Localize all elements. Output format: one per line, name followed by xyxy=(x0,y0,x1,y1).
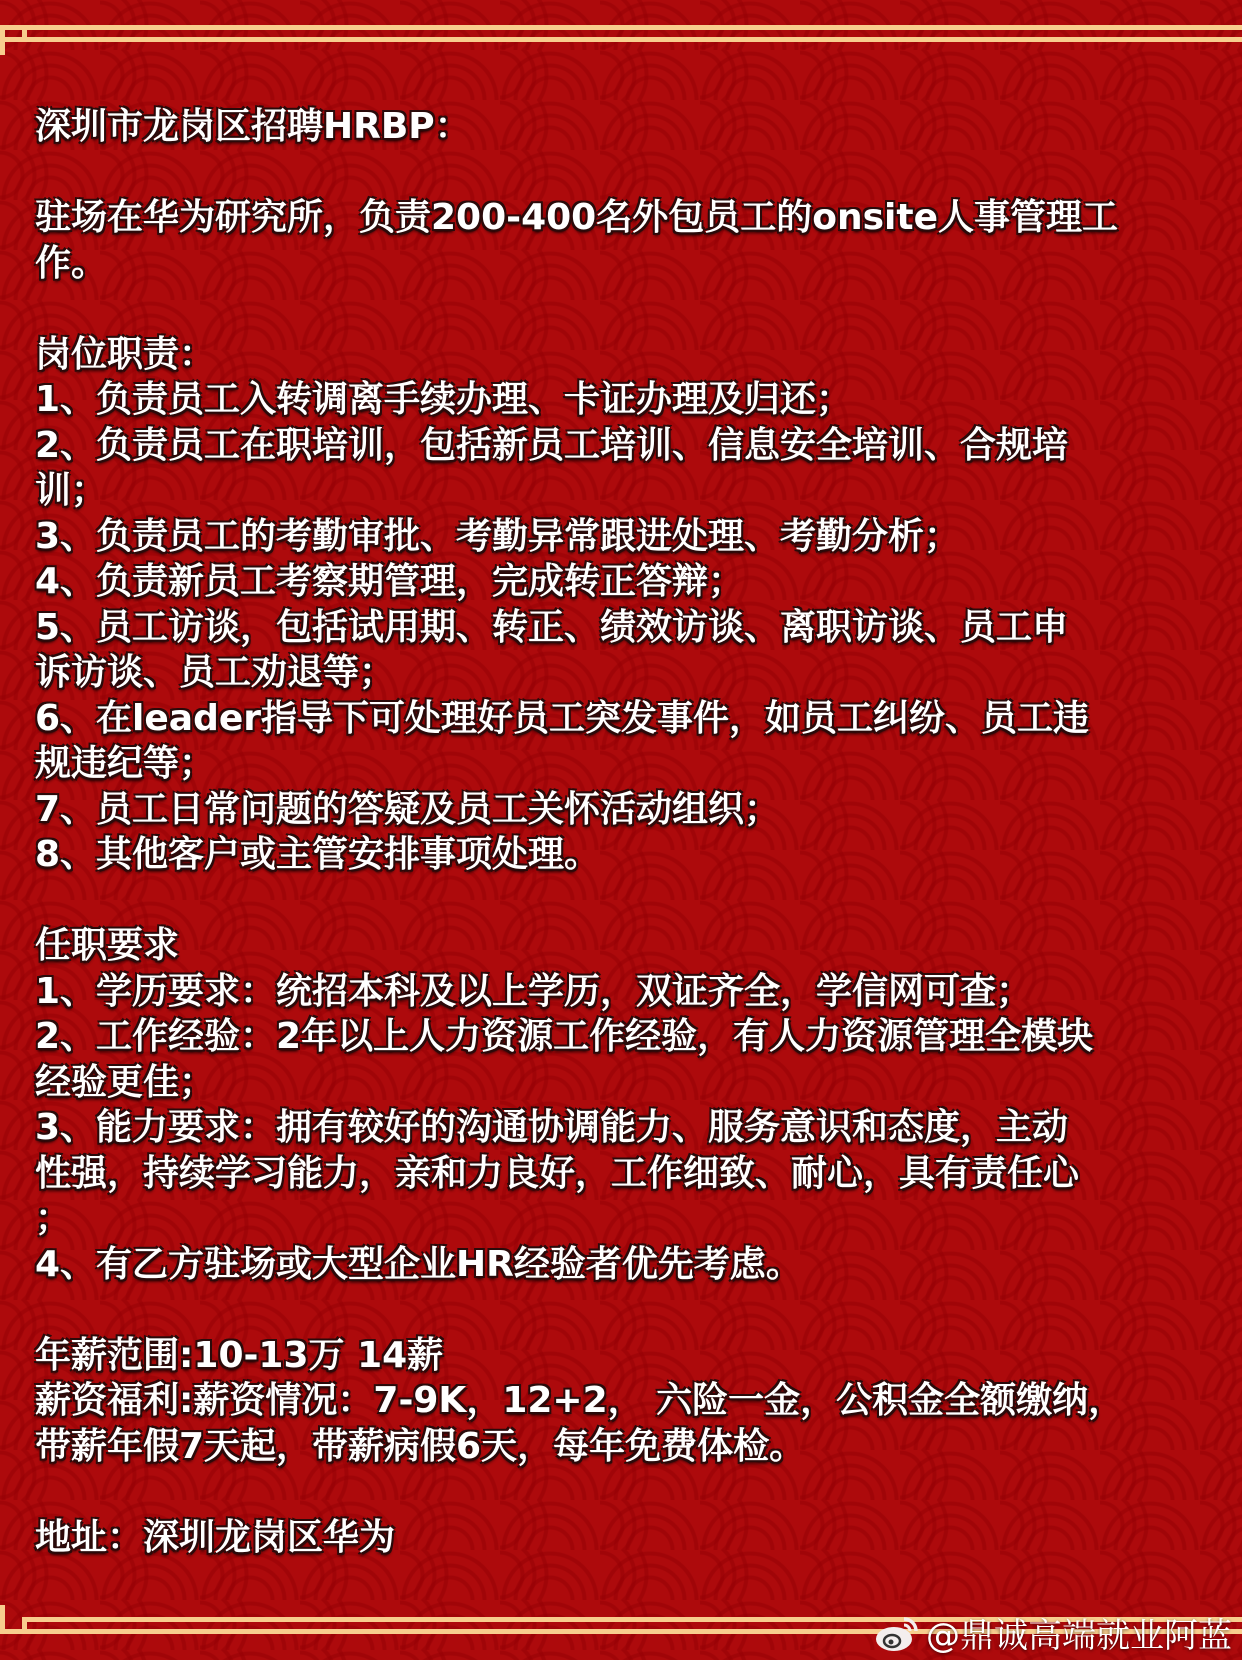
blank-line xyxy=(35,150,1235,196)
text-line: 薪资福利:薪资情况：7-9K，12+2， 六险一金，公积金全额缴纳， xyxy=(35,1380,1125,1421)
text-line: 性强，持续学习能力，亲和力良好，工作细致、耐心，具有责任心 xyxy=(35,1152,1080,1194)
text-line: 5、员工访谈，包括试用期、转正、绩效访谈、离职访谈、员工申 xyxy=(35,606,1069,648)
text-line: 地址：深圳龙岗区华为 xyxy=(35,1516,396,1558)
text-line: 经验更佳； xyxy=(35,1061,216,1103)
text-line: 1、负责员工入转调离手续办理、卡证办理及归还； xyxy=(35,379,853,420)
blank-line xyxy=(35,1287,1235,1333)
text-line: 作。 xyxy=(35,242,108,284)
text-line: 6、在leader指导下可处理好员工突发事件，如员工纠纷、员工违 xyxy=(35,697,1090,739)
text-line: 8、其他客户或主管安排事项处理。 xyxy=(35,834,601,875)
text-line: 诉访谈、员工劝退等； xyxy=(35,652,396,693)
blank-line xyxy=(35,878,1235,924)
job-posting-text xyxy=(35,104,1235,1560)
text-line: 深圳市龙岗区招聘HRBP： xyxy=(35,106,471,147)
blank-line xyxy=(35,1469,1235,1515)
text-line: 训； xyxy=(35,470,108,511)
blank-line xyxy=(35,286,1235,332)
text-line: 年薪范围:10-13万 14薪 xyxy=(35,1334,444,1376)
text-line: 2、工作经验：2年以上人力资源工作经验，有人力资源管理全模块 xyxy=(35,1016,1094,1057)
weibo-logo-icon xyxy=(874,1613,920,1653)
text-line: 任职要求 xyxy=(35,925,180,966)
text-line: 4、负责新员工考察期管理，完成转正答辩； xyxy=(35,561,745,602)
text-line: 规违纪等； xyxy=(35,743,216,784)
text-line: 3、负责员工的考勤审批、考勤异常跟进处理、考勤分析； xyxy=(35,515,961,557)
text-line: 2、负责员工在职培训，包括新员工培训、信息安全培训、合规培 xyxy=(35,424,1069,466)
watermark xyxy=(874,1608,1232,1657)
text-line: 1、学历要求：统招本科及以上学历，双证齐全，学信网可查； xyxy=(35,970,1033,1012)
text-line: 驻场在华为研究所，负责200-400名外包员工的onsite人事管理工 xyxy=(35,197,1118,238)
text-line: 带薪年假7天起，带薪病假6天，每年免费体检。 xyxy=(35,1425,806,1467)
text-line: 岗位职责： xyxy=(35,333,216,375)
text-line: 4、有乙方驻场或大型企业HR经验者优先考虑。 xyxy=(35,1243,802,1285)
watermark-text: @鼎诚高端就业阿蓝 xyxy=(926,1616,1232,1656)
text-line: 7、员工日常问题的答疑及员工关怀活动组织； xyxy=(35,788,781,830)
text-line: 3、能力要求：拥有较好的沟通协调能力、服务意识和态度，主动 xyxy=(35,1107,1069,1148)
text-line: ； xyxy=(35,1198,72,1239)
